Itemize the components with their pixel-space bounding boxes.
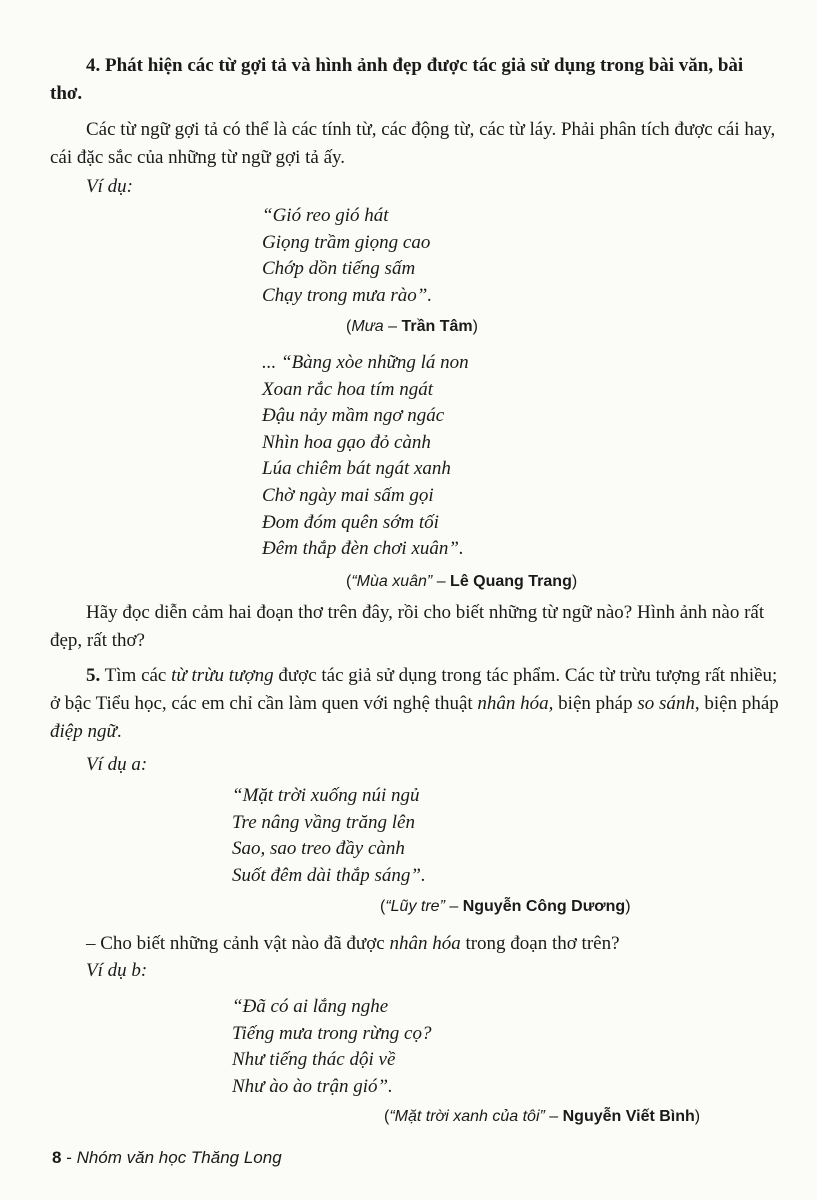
source-author: Trần Tâm — [401, 318, 473, 335]
text-run: – Cho biết những cảnh vật nào đã được — [86, 933, 390, 954]
poem-line: Tiếng mưa trong rừng cọ? — [232, 1022, 432, 1044]
source-open: ( — [384, 1108, 390, 1125]
poem-line: Suốt đêm dài thắp sáng”. — [232, 864, 426, 886]
poem-line: Chạy trong mưa rào”. — [262, 284, 433, 306]
source-open: ( — [346, 573, 352, 590]
publisher-name: Nhóm văn học Thăng Long — [76, 1148, 282, 1167]
source-close: ) — [571, 573, 578, 590]
source-open: ( — [380, 898, 386, 915]
poem-mua-xuan — [262, 350, 469, 563]
poem-line: “Đã có ai lắng nghe — [232, 996, 389, 1017]
text-run: Tìm các — [100, 665, 172, 686]
poem-line: Tre nâng vầng trăng lên — [232, 811, 415, 833]
section-4-question: Hãy đọc diễn cảm hai đoạn thơ trên đây, rồi cho biết những từ ngữ nào? Hình ảnh nào rất đẹp, rất thơ? — [50, 602, 765, 651]
poem-source — [384, 1108, 700, 1126]
source-author: Nguyễn Viết Bình — [562, 1108, 695, 1125]
poem-source — [380, 898, 631, 916]
poem-line: Như tiếng thác dội về — [232, 1049, 396, 1071]
emphasis: so sánh — [637, 693, 695, 714]
emphasis: nhân hóa — [389, 933, 461, 954]
source-close: ) — [694, 1108, 701, 1125]
poem-line: Lúa chiêm bát ngát xanh — [262, 458, 451, 480]
emphasis: điệp ngữ — [50, 721, 117, 742]
source-dash: – — [432, 573, 451, 590]
poem-line: Chớp dồn tiếng sấm — [262, 258, 416, 280]
poem-mua — [262, 203, 432, 309]
poem-line: Đậu nảy mầm ngơ ngác — [262, 405, 445, 427]
question-a — [50, 930, 780, 958]
footer-separator: - — [61, 1148, 77, 1167]
source-close: ) — [625, 898, 631, 915]
source-author: Lê Quang Trang — [450, 573, 572, 590]
example-a-label: Ví dụ a: — [86, 754, 148, 775]
poem-line: Đom đóm quên sớm tối — [262, 511, 439, 533]
source-open: ( — [346, 318, 352, 335]
text-run: biện pháp — [553, 693, 638, 714]
poem-line: Sao, sao treo đầy cành — [232, 838, 405, 860]
poem-line: Nhìn hoa gạo đỏ cành — [262, 431, 431, 453]
poem-line: “Gió reo gió hát — [262, 205, 389, 226]
source-title: “Lũy tre” — [385, 898, 445, 915]
poem-line: Như ào ào trận gió”. — [232, 1075, 393, 1097]
page-footer — [52, 1148, 282, 1168]
example-b-label: Ví dụ b: — [86, 960, 148, 981]
poem-line: Xoan rắc hoa tím ngát — [262, 378, 433, 400]
source-title: “Mặt trời xanh của tôi” — [389, 1108, 545, 1125]
poem-mat-troi-xanh — [232, 994, 431, 1100]
page-number: 8 — [52, 1148, 62, 1167]
poem-source — [346, 573, 577, 591]
poem-line: Giọng trầm giọng cao — [262, 231, 431, 253]
text-run: , biện pháp — [694, 693, 779, 714]
poem-line: ... “Bàng xòe những lá non — [262, 352, 469, 373]
source-author: Nguyễn Công Dương — [462, 898, 626, 915]
source-dash: – — [383, 318, 402, 335]
section-5-number: 5. — [86, 665, 101, 686]
text-run: được tác giả sử dụng trong tác phẩm. Các từ trừu tượng rất nhiều; ở bậc Tiểu học, các em chỉ cần làm quen với nghệ thuật — [50, 665, 778, 714]
text-run: . — [116, 721, 122, 742]
text-run: trong đoạn thơ trên? — [460, 933, 620, 954]
emphasis: từ trừu tượng — [171, 665, 274, 686]
poem-line: Đêm thắp đèn chơi xuân”. — [262, 538, 464, 560]
source-dash: – — [444, 898, 463, 915]
poem-line: Chờ ngày mai sấm gọi — [262, 484, 434, 506]
section-4-heading-text: Phát hiện các từ gợi tả và hình ảnh đẹp được tác giả sử dụng trong bài văn, bài thơ. — [50, 55, 744, 104]
emphasis: nhân hóa, — [477, 693, 554, 714]
source-title: “Mùa xuân” — [351, 573, 433, 590]
poem-line: “Mặt trời xuống núi ngủ — [232, 785, 420, 806]
example-label: Ví dụ: — [86, 176, 133, 197]
section-5-paragraph — [50, 662, 780, 746]
section-4-body: Các từ ngữ gợi tả có thể là các tính từ, các động từ, các từ láy. Phải phân tích được cái hay, cái đặc sắc của những từ ngữ gợi tả ấy. — [50, 119, 776, 168]
source-dash: – — [544, 1108, 563, 1125]
section-4-heading — [50, 52, 780, 108]
source-title: Mưa — [351, 318, 384, 335]
poem-luy-tre — [232, 783, 426, 889]
poem-source — [346, 318, 478, 336]
section-4-number: 4. — [86, 55, 101, 76]
source-close: ) — [472, 318, 478, 335]
